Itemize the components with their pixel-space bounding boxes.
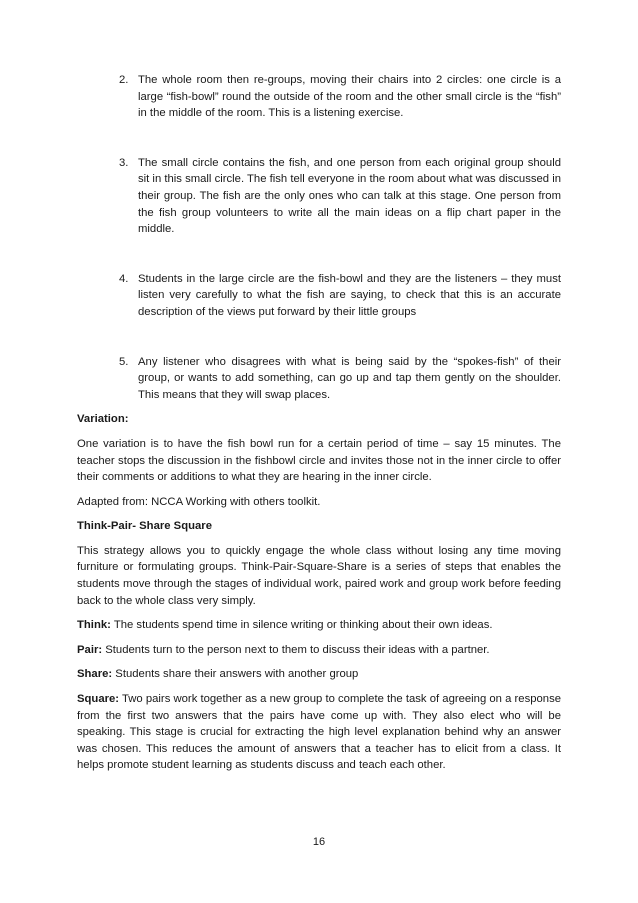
step-text: Students turn to the person next to them to discuss their ideas with a partner.	[102, 643, 490, 656]
list-number: 3.	[119, 156, 129, 169]
list-item-4	[77, 271, 561, 321]
variation-paragraph: One variation is to have the fish bowl run for a certain period of time – say 15 minutes. The teacher stops the discussion in the fishbowl circle and invites those not in the inner circle to offer their comments or additions to what they are hearing in the inner circle.	[77, 437, 561, 484]
step-label: Square:	[77, 693, 120, 706]
step-label: Think:	[77, 619, 111, 632]
step-label: Share:	[77, 668, 113, 681]
list-item-2	[77, 72, 561, 122]
step-share	[77, 666, 561, 683]
variation-heading: Variation:	[77, 413, 129, 426]
list-item-text: Students in the large circle are the fish-bowl and they are the listeners – they must listen very carefully to what the fish are saying, to check that this is an accurate description of the views put forward by their little groups	[138, 272, 561, 318]
source-citation: Adapted from: NCCA Working with others toolkit.	[77, 495, 321, 508]
page-number: 16	[312, 836, 326, 848]
list-item-3	[77, 155, 561, 238]
list-item-text: The whole room then re-groups, moving their chairs into 2 circles: one circle is a large “fish-bowl” round the outside of the room and the other small circle is the “fish” in the middle of the room. This is a listening exercise.	[138, 74, 561, 120]
tpss-heading: Think-Pair- Share Square	[77, 520, 212, 533]
step-label: Pair:	[77, 643, 103, 656]
list-number: 2.	[119, 74, 129, 86]
step-square	[77, 691, 561, 774]
tpss-intro-paragraph: This strategy allows you to quickly engage the whole class without losing any time moving furniture or formulating groups. Think-Pair-Square-Share is a series of steps that enables the students move through the stages of individual work, paired work and group work before feeding back to the whole class very simply.	[77, 544, 561, 607]
step-pair	[77, 642, 561, 659]
list-item-text: The small circle contains the fish, and one person from each original group should sit in this small circle. The fish tell everyone in the room about what was discussed in their group. The fish are the only ones who can talk at this stage. One person from the fish group volunteers to write all the main ideas on a flip chart paper in the middle.	[138, 156, 561, 236]
list-number: 4.	[119, 272, 129, 285]
step-text: Students share their answers with another group	[112, 668, 359, 681]
step-think	[77, 617, 561, 634]
list-item-5	[77, 354, 561, 404]
step-text: The students spend time in silence writing or thinking about their own ideas.	[110, 619, 493, 632]
list-number: 5.	[119, 355, 129, 368]
step-text: Two pairs work together as a new group to complete the task of agreeing on a response from the first two answers that the pairs have come up with. They also elect who will be speaking. This stage is crucial for extracting the high level explanation behind why an answer was chosen. This reduces the amount of answers that a teacher has to elicit from a class. It helps promote student learning as students discuss and teach each other.	[77, 693, 561, 772]
list-item-text: Any listener who disagrees with what is being said by the “spokes-fish” of their group, or wants to add something, can go up and tap them gently on the shoulder. This means that they will swap places.	[138, 355, 561, 401]
